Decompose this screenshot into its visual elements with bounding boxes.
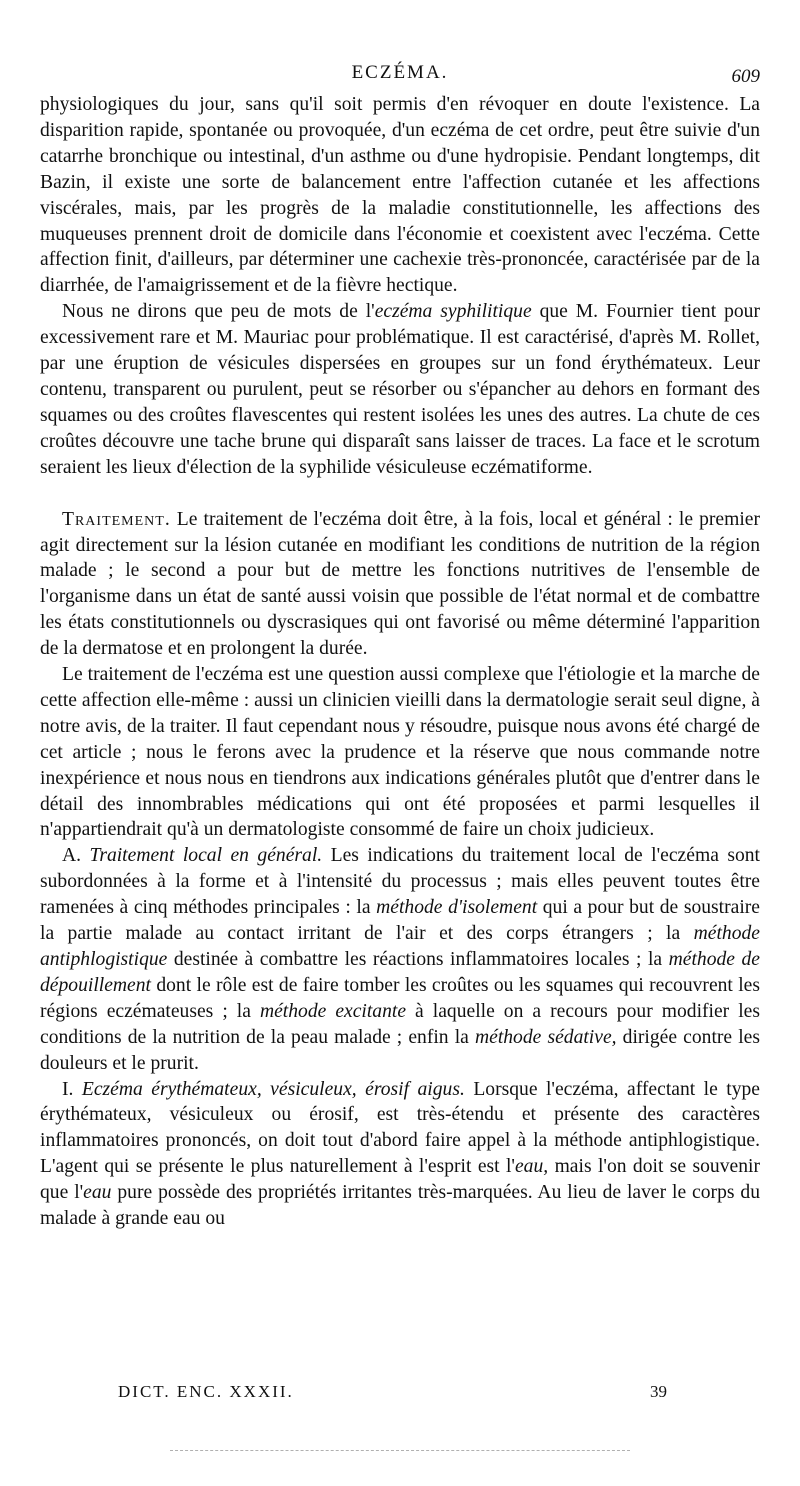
running-title: ECZÉMA. bbox=[351, 62, 449, 83]
term-methode-sedative: méthode sédative, bbox=[474, 1026, 617, 1048]
page-number: 609 bbox=[731, 66, 760, 87]
term-methode-excitante: méthode excitante bbox=[259, 1000, 407, 1022]
section-heading-traitement: Traitement. bbox=[62, 508, 171, 530]
paragraph-local-treatment: A. Traitement local en général. Les indications du traitement local de l'eczéma sont subordonnées à la forme et à l'intensité du processus ; mais elles peuvent toutes être ramenées à cinq méthodes principales : la méthode d'isolement qui a pour but de soustraire la partie malade au contact irritant de l'air et des corps étrangers ; la méthode antiphlogistique destinée à combattre les réactions inflammatoires locales ; la méthode de dépouillement dont le rôle est de faire tomber les croûtes ou les squames qui recouvrent les régions eczémateuses ; la méthode excitante à laquelle on a recours pour modifier les conditions de la nutrition de la peau malade ; enfin la méthode sédative, dirigée contre les douleurs et le prurit. bbox=[40, 845, 761, 1074]
footer-sheet-number: 39 bbox=[650, 1382, 667, 1401]
term-eau: eau bbox=[83, 1182, 112, 1204]
paragraph-treatment-complexity: Le traitement de l'eczéma est une question aussi complexe que l'étiologie et la marche de cette affection elle-même : aussi un clinicien vieilli dans la dermatologie serait seul digne, à notre avis, de la traiter. Il faut cependant nous y résoudre, puisque nous avons été chargé de cet article ; nous le ferons avec la prudence et la réserve que nous commande notre inexpérience et nous nous en tiendrons aux indications générales plutôt que d'entrer dans le détail des innombrables médications qui ont été proposées et parmi lesquelles il n'appartiendrait qu'à un dermatologiste consommé de faire un choix judicieux. bbox=[40, 664, 760, 841]
paragraph-acute-eczema: I. Eczéma érythémateux, vésiculeux, érosif aigus. Lorsque l'eczéma, affectant le type érythémateux, vésiculeux ou érosif, est très-étendu et présente des caractères inflammatoires prononcés, on doit tout d'abord faire appel à la méthode antiphlogistique. L'agent qui se présente le plus naturellement à l'esprit est l'eau, mais l'on doit se souvenir que l'eau pure possède des propriétés irritantes très-marquées. Au lieu de laver le corps du malade à grande eau ou bbox=[40, 1078, 760, 1230]
subsection-title-acute-eczema: Eczéma érythémateux, vésiculeux, érosif aigus. bbox=[81, 1078, 465, 1100]
footer-signature: DICT. ENC. XXXII. bbox=[118, 1382, 294, 1401]
subsection-title-local-treatment: Traitement local en général. bbox=[89, 845, 323, 867]
term-methode-depouillement: méthode de dépouillement bbox=[40, 949, 760, 996]
term-eczema-syphilitique: eczéma syphilitique bbox=[374, 301, 532, 323]
term-methode-antiphlogistique: méthode antiphlogistique bbox=[40, 923, 760, 970]
body-text bbox=[40, 92, 760, 1232]
page-footer bbox=[40, 1382, 760, 1408]
page-header bbox=[40, 58, 760, 88]
paragraph-constitutional-eczema bbox=[40, 92, 760, 299]
paragraph-treatment: Traitement. Le traitement de l'eczéma doit être, à la fois, local et général : le premier agit directement sur la lésion cutanée en modifiant les conditions de nutrition de la région malade ; le second a pour but de mettre les fonctions nutritives de l'ensemble de l'organisme dans un état de santé aussi voisin que possible de l'état normal et de combattre les états constitutionnels ou dyscrasiques qui ont favorisé ou même déterminé l'apparition de la dermatose et en prolongent la durée. bbox=[40, 508, 760, 660]
term-eau: eau, bbox=[514, 1156, 549, 1178]
paragraph-syphilitic-eczema: Nous ne dirons que peu de mots de l'eczéma syphilitique que M. Fournier tient pour excessivement rare et M. Mauriac pour problématique. Il est caractérisé, d'après M. Rollet, par une éruption de vésicules dispersées en groupes sur un fond érythémateux. Leur contenu, transparent ou purulent, peut se résorber ou s'épancher au dehors en formant des squames ou des croûtes flavescentes qui restent isolées les unes des autres. La chute de ces croûtes découvre une tache brune qui disparaît sans laisser de traces. La face et le scrotum seraient les lieux d'élection de la syphilide vésiculeuse eczématiforme. bbox=[40, 301, 760, 478]
bottom-rule bbox=[170, 1450, 630, 1451]
term-methode-isolement: méthode d'isolement bbox=[376, 897, 538, 919]
paragraph-text: physiologiques du jour, sans qu'il soit permis d'en révoquer en doute l'existence. La disparition rapide, spontanée ou provoquée, d'un eczéma de cet ordre, peut être suivie d'un catarrhe bronchique ou intestinal, d'un asthme ou d'une hydropisie. Pendant longtemps, dit Bazin, il existe une sorte de balancement entre l'affection cutanée et les affections viscérales, mais, par les progrès de la maladie constitutionnelle, les affections des muqueuses prennent droit de domicile dans l'économie et coexistent avec l'eczéma. Cette affection finit, d'ailleurs, par déterminer une cachexie très-prononcée, caractérisée par de la diarrhée, de l'amaigrissement et de la fièvre hectique. bbox=[40, 94, 760, 297]
